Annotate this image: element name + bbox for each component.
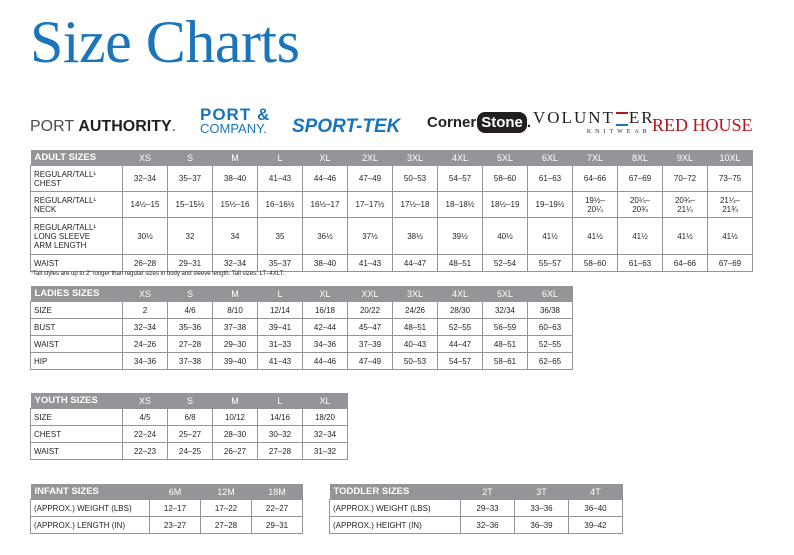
brand-logos [28,105,768,144]
table-cell: 40–43 [393,336,438,353]
table-cell: 39–42 [569,517,623,534]
column-header: 7XL [573,150,618,166]
table-cell: 47–49 [348,166,393,192]
row-label: REGULAR/TALL¹ LONG SLEEVE ARM LENGTH [31,218,123,255]
table-cell: 35–36 [168,319,213,336]
column-header: 3T [515,484,569,500]
table-cell: 41½ [528,218,573,255]
column-header: L [258,150,303,166]
table-cell: 32–36 [461,517,515,534]
column-header: M [213,393,258,409]
table-cell: 20¼– 20¾ [618,192,663,218]
tall-sizes-footnote: ¹Tall styles are up to 2" longer than regular sizes in body and sleeve length. Tall sizes: LT–4XLT. [31,271,285,277]
column-header: 4XL [438,150,483,166]
table-cell: 37½ [348,218,393,255]
table-row [31,319,573,336]
table-cell: 38½ [393,218,438,255]
table-cell: 21¼– 21¾ [708,192,753,218]
column-header: 5XL [483,150,528,166]
table-cell: 44–47 [393,255,438,272]
table-cell: 40½ [483,218,528,255]
table-cell: 45–47 [348,319,393,336]
table-cell: 18–18½ [438,192,483,218]
youth-table-title: YOUTH SIZES [31,393,123,409]
column-header: L [258,286,303,302]
table-cell: 58–61 [483,353,528,370]
table-cell: 18/20 [303,409,348,426]
table-cell: 36–40 [569,500,623,517]
table-cell: 54–57 [438,166,483,192]
table-cell: 24/26 [393,302,438,319]
adult-table-title: ADULT SIZES [31,150,123,166]
table-cell: 32 [168,218,213,255]
row-label: SIZE [31,302,123,319]
table-cell: 48–51 [393,319,438,336]
ladies-header-row [31,286,573,302]
table-cell: 25–27 [168,426,213,443]
table-cell: 37–38 [168,353,213,370]
table-cell: 35–37 [258,255,303,272]
column-header: XS [123,393,168,409]
table-row [31,336,573,353]
column-header: 2T [461,484,515,500]
table-cell: 34–36 [123,353,168,370]
table-row [31,353,573,370]
table-row [31,517,303,534]
row-label: BUST [31,319,123,336]
table-cell: 30–32 [258,426,303,443]
table-cell: 4/5 [123,409,168,426]
table-cell: 39½ [438,218,483,255]
column-header: XS [123,286,168,302]
table-cell: 17–17½ [348,192,393,218]
table-row [330,500,623,517]
table-cell: 22–27 [252,500,303,517]
cornerstone-logo: Corner Stone . [427,114,532,131]
table-cell: 27–28 [201,517,252,534]
table-cell: 2 [123,302,168,319]
table-cell: 41–43 [258,353,303,370]
row-label: WAIST [31,336,123,353]
row-label: (APPROX.) WEIGHT (LBS) [330,500,461,517]
table-cell: 61–63 [618,255,663,272]
table-row [31,302,573,319]
port-company-logo: PORT & COMPANY. [200,105,271,136]
table-cell: 41½ [573,218,618,255]
table-cell: 15–15½ [168,192,213,218]
column-header: 2XL [348,150,393,166]
table-cell: 37–38 [213,319,258,336]
toddler-sizes-table [329,484,623,534]
table-cell: 50–53 [393,353,438,370]
table-row [31,409,348,426]
table-cell: 31–33 [258,336,303,353]
table-cell: 8/10 [213,302,258,319]
table-cell: 32–34 [123,166,168,192]
table-cell: 26–27 [213,443,258,460]
row-label: (APPROX.) LENGTH (IN) [31,517,150,534]
column-header: 4XL [438,286,483,302]
row-label: REGULAR/TALL¹ NECK [31,192,123,218]
table-cell: 19½– 20¼ [573,192,618,218]
table-cell: 50–53 [393,166,438,192]
row-label: REGULAR/TALL¹ CHEST [31,166,123,192]
infant-sizes-table [30,484,303,534]
column-header: 3XL [393,150,438,166]
table-cell: 58–60 [573,255,618,272]
column-header: S [168,150,213,166]
table-cell: 58–60 [483,166,528,192]
table-cell: 48–51 [483,336,528,353]
table-row [31,218,753,255]
row-label: WAIST [31,255,123,272]
column-header: M [213,150,258,166]
table-cell: 52–55 [528,336,573,353]
table-row [31,192,753,218]
column-header: 6XL [528,286,573,302]
table-cell: 10/12 [213,409,258,426]
table-cell: 38–40 [213,166,258,192]
table-cell: 60–63 [528,319,573,336]
sport-tek-logo: SPORT-TEK [292,116,401,137]
column-header: 8XL [618,150,663,166]
table-cell: 39–41 [258,319,303,336]
table-cell: 17½–18 [393,192,438,218]
table-cell: 39–40 [213,353,258,370]
column-header: 9XL [663,150,708,166]
table-row [31,500,303,517]
table-cell: 70–72 [663,166,708,192]
table-cell: 54–57 [438,353,483,370]
column-header: 6XL [528,150,573,166]
table-cell: 34 [213,218,258,255]
table-cell: 14½–15 [123,192,168,218]
table-cell: 23–27 [150,517,201,534]
table-cell: 42–44 [303,319,348,336]
table-row [330,517,623,534]
table-cell: 19–19½ [528,192,573,218]
adult-header-row [31,150,753,166]
toddler-header-row [330,484,623,500]
table-cell: 14/16 [258,409,303,426]
table-cell: 41½ [663,218,708,255]
column-header: S [168,286,213,302]
column-header: 6M [150,484,201,500]
table-cell: 55–57 [528,255,573,272]
ladies-sizes-table [30,286,573,370]
table-cell: 27–28 [258,443,303,460]
table-cell: 41½ [708,218,753,255]
table-row [31,443,348,460]
column-header: L [258,393,303,409]
table-cell: 36–39 [515,517,569,534]
table-cell: 22–24 [123,426,168,443]
table-cell: 32–34 [213,255,258,272]
table-cell: 37–39 [348,336,393,353]
page-title: Size Charts [30,9,300,75]
flag-icon [616,112,628,126]
red-house-logo: RED HOUSE [652,115,753,135]
table-cell: 20¾– 21¼ [663,192,708,218]
table-cell: 38–40 [303,255,348,272]
table-cell: 44–47 [438,336,483,353]
table-cell: 67–69 [618,166,663,192]
column-header: S [168,393,213,409]
infant-table-title: INFANT SIZES [31,484,150,500]
youth-sizes-table [30,393,348,460]
table-cell: 32/34 [483,302,528,319]
table-cell: 12/14 [258,302,303,319]
table-cell: 16/18 [303,302,348,319]
table-cell: 29–33 [461,500,515,517]
table-cell: 27–28 [168,336,213,353]
table-cell: 41½ [618,218,663,255]
table-cell: 24–26 [123,336,168,353]
port-authority-logo: PORT AUTHORITY. [30,118,177,135]
table-cell: 32–34 [303,426,348,443]
table-cell: 34–36 [303,336,348,353]
column-header: XL [303,286,348,302]
table-cell: 20/22 [348,302,393,319]
column-header: 10XL [708,150,753,166]
table-cell: 61–63 [528,166,573,192]
table-cell: 15½–16 [213,192,258,218]
youth-header-row [31,393,348,409]
table-cell: 24–25 [168,443,213,460]
table-cell: 32–34 [123,319,168,336]
table-cell: 41–43 [348,255,393,272]
table-row [31,426,348,443]
volunteer-knitwear-logo: VOLUNT ER KNITWEAR [533,108,655,136]
table-cell: 41–43 [258,166,303,192]
table-cell: 56–59 [483,319,528,336]
table-cell: 44–46 [303,353,348,370]
row-label: WAIST [31,443,123,460]
table-cell: 64–66 [573,166,618,192]
column-header: XS [123,150,168,166]
table-cell: 29–30 [213,336,258,353]
adult-sizes-table [30,150,753,272]
column-header: XL [303,393,348,409]
table-cell: 26–28 [123,255,168,272]
table-cell: 16½–17 [303,192,348,218]
column-header: 5XL [483,286,528,302]
table-cell: 6/8 [168,409,213,426]
toddler-table-title: TODDLER SIZES [330,484,461,500]
column-header: M [213,286,258,302]
table-cell: 67–69 [708,255,753,272]
table-cell: 48–51 [438,255,483,272]
table-cell: 35 [258,218,303,255]
table-cell: 73–75 [708,166,753,192]
column-header: 3XL [393,286,438,302]
ladies-table-title: LADIES SIZES [31,286,123,302]
table-cell: 52–54 [483,255,528,272]
table-cell: 36/38 [528,302,573,319]
table-cell: 28–30 [213,426,258,443]
column-header: XXL [348,286,393,302]
column-header: 12M [201,484,252,500]
table-cell: 28/30 [438,302,483,319]
table-cell: 62–65 [528,353,573,370]
column-header: XL [303,150,348,166]
table-cell: 29–31 [168,255,213,272]
column-header: 18M [252,484,303,500]
table-cell: 30½ [123,218,168,255]
row-label: SIZE [31,409,123,426]
row-label: (APPROX.) WEIGHT (LBS) [31,500,150,517]
table-cell: 12–17 [150,500,201,517]
row-label: HIP [31,353,123,370]
table-cell: 4/6 [168,302,213,319]
table-cell: 36½ [303,218,348,255]
table-cell: 29–31 [252,517,303,534]
table-cell: 18½–19 [483,192,528,218]
table-cell: 44–46 [303,166,348,192]
table-cell: 47–49 [348,353,393,370]
row-label: (APPROX.) HEIGHT (IN) [330,517,461,534]
column-header: 4T [569,484,623,500]
table-cell: 22–23 [123,443,168,460]
table-cell: 33–36 [515,500,569,517]
table-cell: 64–66 [663,255,708,272]
table-cell: 52–55 [438,319,483,336]
table-cell: 16–16½ [258,192,303,218]
table-cell: 35–37 [168,166,213,192]
table-row [31,255,753,272]
table-cell: 17–22 [201,500,252,517]
infant-header-row [31,484,303,500]
table-row [31,166,753,192]
table-cell: 31–32 [303,443,348,460]
row-label: CHEST [31,426,123,443]
